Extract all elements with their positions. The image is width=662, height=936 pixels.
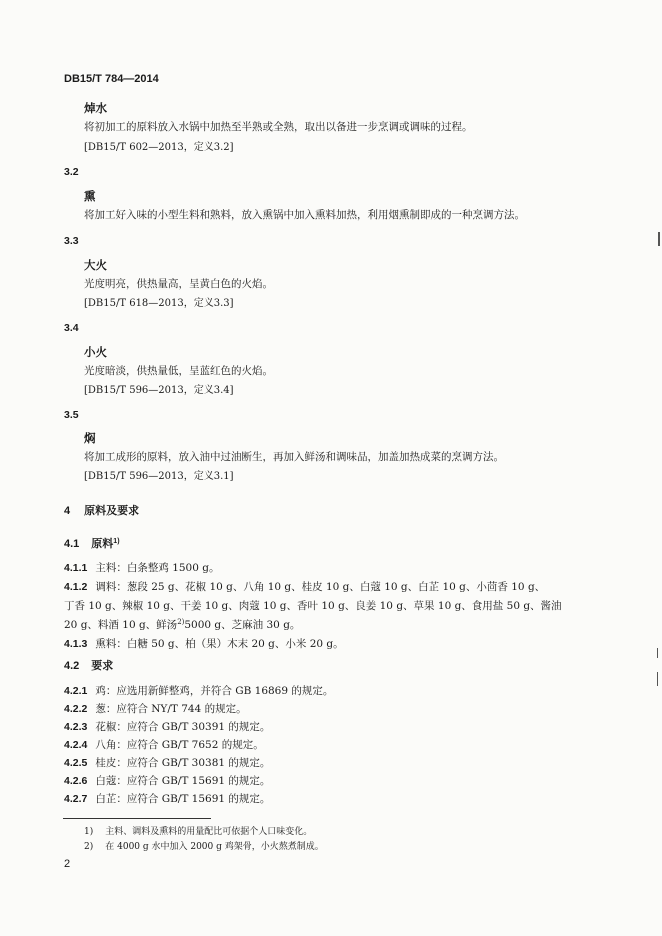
- term-source: [DB15/T 602—2013，定义3.2]: [84, 142, 234, 153]
- clause-text: 花椒：应符合 GB/T 30391 的规定。: [95, 721, 271, 733]
- footnote-ref: 2): [177, 618, 185, 626]
- clause-text-continued: 丁香 10 g、辣椒 10 g、干姜 10 g、肉蔻 10 g、香叶 10 g、良姜 10 g、草果 10 g、食用盐 50 g、酱油: [64, 600, 562, 612]
- footnote-divider: [63, 818, 211, 819]
- term-number: 3.2: [64, 166, 79, 178]
- footnote: [84, 824, 312, 837]
- clause-text: 白蔻：应符合 GB/T 15691 的规定。: [95, 775, 271, 787]
- term-definition: 将加工好入味的小型生料和熟料，放入熏锅中加入熏料加热，利用烟熏制即成的一种烹调方法。: [84, 209, 525, 221]
- term-title: 熏: [84, 189, 96, 203]
- footnote-mark: 1): [84, 827, 94, 837]
- clause-number: 4.2.2: [64, 703, 88, 715]
- clause-text: 白芷：应符合 GB/T 15691 的规定。: [95, 793, 271, 805]
- scan-mark: [658, 232, 660, 246]
- subsection-heading: [64, 535, 120, 551]
- document-code: DB15/T 784—2014: [64, 73, 159, 85]
- section-title: 原料及要求: [84, 505, 140, 517]
- section-heading: [64, 502, 139, 518]
- term-number: 3.4: [64, 322, 79, 334]
- term-definition: 将加工成形的原料，放入油中过油断生，再加入鲜汤和调味品，加盖加热成菜的烹调方法。: [84, 451, 504, 463]
- term-number: 3.5: [64, 409, 79, 421]
- clause-item: [64, 636, 344, 651]
- subsection-title: 要求: [91, 660, 114, 672]
- clause-number: 4.1.3: [64, 638, 88, 650]
- clause-number: 4.2.1: [64, 685, 88, 697]
- term-source: [DB15/T 596—2013，定义3.1]: [84, 471, 234, 482]
- term-title: 焖: [84, 431, 96, 445]
- clause-item: [64, 719, 270, 734]
- clause-text: 桂皮：应符合 GB/T 30381 的规定。: [95, 757, 271, 769]
- subsection-number: 4.2: [64, 660, 80, 672]
- clause-item: [64, 737, 264, 752]
- term-title: 焯水: [84, 101, 107, 115]
- clause-item: [64, 579, 545, 594]
- clause-text: 调料：葱段 25 g、花椒 10 g、八角 10 g、桂皮 10 g、白蔻 10 g、白芷 10 g、小茴香 10 g、: [95, 581, 546, 593]
- clause-number: 4.2.3: [64, 721, 88, 733]
- footnote-mark: 2): [84, 842, 94, 852]
- term-source: [DB15/T 596—2013，定义3.4]: [84, 385, 234, 396]
- page-number: 2: [64, 858, 71, 870]
- term-definition: 将初加工的原料放入水锅中加热至半熟或全熟，取出以备进一步烹调或调味的过程。: [84, 121, 473, 133]
- clause-text: 鸡：应选用新鲜整鸡，并符合 GB 16869 的规定。: [95, 685, 334, 697]
- clause-text: 葱：应符合 NY/T 744 的规定。: [95, 703, 247, 715]
- clause-item: [64, 791, 270, 806]
- term-number: 3.3: [64, 235, 79, 247]
- clause-item: [64, 683, 333, 698]
- clause-text: 主料：白条整鸡 1500 g。: [95, 562, 220, 574]
- clause-number: 4.1.1: [64, 562, 88, 574]
- footnote-ref: 1): [113, 538, 120, 545]
- term-source: [DB15/T 618—2013，定义3.3]: [84, 298, 234, 309]
- subsection-heading: [64, 657, 113, 673]
- clause-item: [64, 773, 270, 788]
- clause-text-part: 5000 g、芝麻油 30 g。: [184, 619, 301, 631]
- term-title: 大火: [84, 258, 107, 272]
- footnote-text: 主料、调料及熏料的用量配比可依据个人口味变化。: [105, 827, 313, 837]
- clause-text: 熏料：白糖 50 g、柏（果）木末 20 g、小米 20 g。: [95, 638, 344, 650]
- footnote: [84, 839, 324, 852]
- clause-number: 4.2.7: [64, 793, 88, 805]
- term-definition: 光度暗淡，供热量低，呈蓝红色的火焰。: [84, 365, 273, 377]
- clause-text-part: 20 g、料酒 10 g、鲜汤: [64, 619, 178, 631]
- clause-number: 4.1.2: [64, 581, 88, 593]
- clause-number: 4.2.6: [64, 775, 88, 787]
- scan-mark: [657, 672, 658, 686]
- section-number: 4: [64, 505, 71, 517]
- clause-item: [64, 755, 270, 770]
- clause-text-continued: [64, 617, 300, 632]
- term-title: 小火: [84, 345, 107, 359]
- clause-item: [64, 560, 219, 575]
- term-definition: 光度明亮，供热量高，呈黄白色的火焰。: [84, 278, 273, 290]
- clause-item: [64, 701, 247, 716]
- clause-number: 4.2.5: [64, 757, 88, 769]
- clause-text: 八角：应符合 GB/T 7652 的规定。: [95, 739, 264, 751]
- subsection-number: 4.1: [64, 538, 80, 550]
- scan-mark: [657, 648, 658, 658]
- clause-number: 4.2.4: [64, 739, 88, 751]
- footnote-text: 在 4000 g 水中加入 2000 g 鸡架骨，小火熬煮制成。: [105, 842, 324, 852]
- subsection-title: 原料: [91, 538, 114, 550]
